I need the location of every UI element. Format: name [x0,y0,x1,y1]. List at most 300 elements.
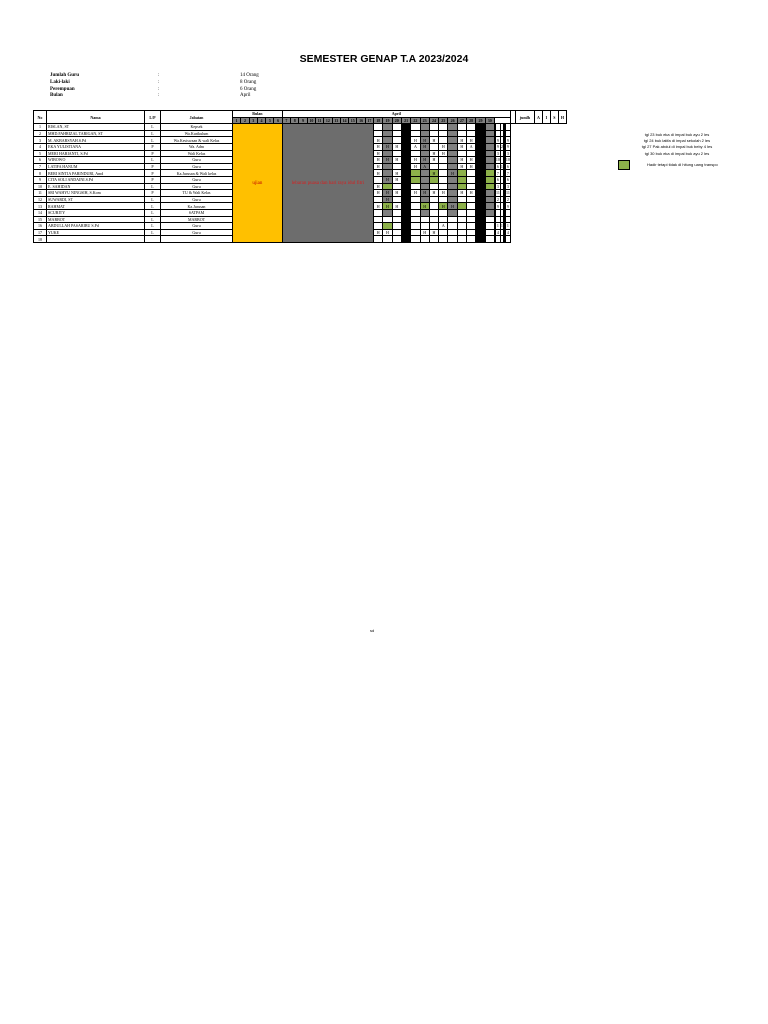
row-h [505,209,510,216]
row-jumlah: 2 [496,197,499,203]
attendance-cell: H [392,170,401,177]
attendance-cell [476,130,485,137]
attendance-cell: H [429,150,438,157]
row-jabatan: Ka.Jurusan [161,203,233,210]
row-lp: L [145,130,161,137]
attendance-cell [485,216,494,223]
row-lp: P [145,150,161,157]
attendance-cell: H [420,190,429,197]
attendance-cell [467,170,476,177]
attendance-cell: H [420,229,429,236]
attendance-cell [476,209,485,216]
row-h: 6 [506,164,509,170]
attendance-cell [439,130,448,137]
attendance-cell [420,209,429,216]
summary-colon: : [158,93,160,99]
day-header: 25 [439,117,448,124]
summary-value: April [240,93,251,99]
day-header: 26 [448,117,457,124]
attendance-cell [448,216,457,223]
attendance-cell [392,137,401,144]
row-lp: L [145,137,161,144]
row-no: 6 [34,157,47,164]
attendance-cell [457,236,466,243]
row-nama: MARBOT [47,216,145,223]
attendance-cell [467,236,476,243]
attendance-cell [467,183,476,190]
header-s: S [550,111,558,124]
attendance-cell [383,163,392,170]
summary-row [50,73,280,80]
attendance-cell [448,223,457,230]
day-header: 7 [282,117,290,124]
row-jabatan: Guru [161,223,233,230]
row-jabatan: Guru [161,163,233,170]
attendance-cell [467,229,476,236]
attendance-cell [420,130,429,137]
row-h: 7 [506,170,509,176]
attendance-cell: H [401,163,410,170]
attendance-cell: H [457,157,466,164]
attendance-cell: H [439,190,448,197]
attendance-cell [476,196,485,203]
attendance-cell: H [429,229,438,236]
day-header: 6 [274,117,282,124]
header-april: April [282,111,510,118]
attendance-cell [439,176,448,183]
row-no: 9 [34,176,47,183]
attendance-cell [383,209,392,216]
row-no: 4 [34,143,47,150]
attendance-cell [485,130,494,137]
summary-block [50,73,280,100]
summary-value: 14 Orang [240,73,259,78]
attendance-cell: A [467,143,476,150]
attendance-cell: H [411,157,420,164]
attendance-cell [485,236,494,243]
attendance-cell: H [374,163,383,170]
attendance-cell [485,157,494,164]
attendance-cell [485,196,494,203]
row-jabatan: Guru [161,196,233,203]
header-lp: L/P [145,111,161,124]
row-jabatan: Wa. Adm [161,143,233,150]
day-header: 23 [420,117,429,124]
day-header: 13 [332,117,340,124]
row-h: 11 [505,190,510,196]
attendance-cell [457,229,466,236]
attendance-cell [392,196,401,203]
attendance-cell [383,130,392,137]
row-h: 6 [506,177,509,183]
row-nama: E. SAHIDAN [47,183,145,190]
attendance-cell [457,196,466,203]
note-line: tgl 30 buk eka di impal buk ayu 2 les [644,150,710,156]
summary-value: 6 Orang [240,86,257,92]
notes-block [600,132,742,157]
attendance-cell [429,124,438,131]
row-nama: M. AKBARSYAH.S.Pd [47,137,145,144]
attendance-cell [476,143,485,150]
row-h: 9 [506,203,509,209]
row-jumlah: 3 [496,183,499,189]
day-header: 17 [365,117,373,124]
row-nama: WIBOWO [47,157,145,164]
attendance-cell: H [401,137,410,144]
row-h: 3 [506,183,509,189]
row-no: 18 [34,236,47,243]
attendance-cell [439,216,448,223]
row-lp: L [145,124,161,131]
attendance-cell [392,163,401,170]
attendance-cell [439,236,448,243]
day-header: 15 [349,117,357,124]
attendance-cell [374,130,383,137]
header-nama: Nama [47,111,145,124]
attendance-cell [485,124,494,131]
attendance-cell: H [439,203,448,210]
attendance-cell [448,190,457,197]
attendance-cell: H [383,229,392,236]
attendance-cell [476,170,485,177]
attendance-cell [485,137,494,144]
row-no: 14 [34,209,47,216]
row-lp: L [145,209,161,216]
attendance-cell [392,130,401,137]
attendance-cell: H [392,157,401,164]
attendance-cell [457,216,466,223]
attendance-cell [439,124,448,131]
attendance-cell [374,124,383,131]
row-no: 13 [34,203,47,210]
row-h: 3 [506,150,509,156]
row-jabatan [161,236,233,243]
row-nama: RISLAN, ST [47,124,145,131]
page-mark: sd [370,628,375,633]
attendance-cell [401,183,410,190]
attendance-cell [420,124,429,131]
attendance-cell [476,203,485,210]
attendance-cell [401,216,410,223]
attendance-cell [457,150,466,157]
summary-label: Laki-laki [50,79,70,85]
attendance-cell: H [429,137,438,144]
row-jumlah: 6 [496,177,499,183]
attendance-cell [383,124,392,131]
attendance-cell [420,170,429,177]
row-nama: LATIFA HANUM [47,163,145,170]
row-jabatan: Guru [161,157,233,164]
attendance-cell [401,170,410,177]
attendance-cell [457,183,466,190]
attendance-cell: H [383,176,392,183]
row-jabatan: Kepsek [161,124,233,131]
day-header: 8 [291,117,299,124]
attendance-cell [401,223,410,230]
attendance-cell [485,223,494,230]
day-header: 19 [383,117,392,124]
day-header: 9 [299,117,307,124]
attendance-cell [420,216,429,223]
row-no: 10 [34,183,47,190]
attendance-cell [485,176,494,183]
attendance-cell: H [448,170,457,177]
row-jumlah: 10 [495,157,500,163]
attendance-cell [476,157,485,164]
attendance-cell: H [374,150,383,157]
row-h [505,216,510,223]
day-header: 5 [266,117,274,124]
attendance-cell: H [374,203,383,210]
row-jabatan: Guru [161,229,233,236]
attendance-cell [467,223,476,230]
attendance-cell [374,216,383,223]
attendance-cell [448,176,457,183]
ujian-block: ujian [233,124,283,243]
attendance-cell [457,124,466,131]
attendance-cell [401,196,410,203]
summary-label: Bulan [50,93,63,99]
row-jabatan: Ka.Jurusan & Wali kelas [161,170,233,177]
row-lp: L [145,203,161,210]
attendance-cell: H [411,190,420,197]
row-h: 4 [506,229,509,235]
attendance-cell [411,150,420,157]
attendance-cell [429,203,438,210]
attendance-cell [467,150,476,157]
attendance-cell [439,196,448,203]
attendance-cell: H [374,157,383,164]
row-h: 9 [506,137,509,143]
attendance-cell [439,170,448,177]
day-header: 10 [307,117,315,124]
attendance-cell [401,236,410,243]
attendance-cell [383,150,392,157]
day-header: 3 [249,117,257,124]
row-nama: MHD.FAHRIZAL TARIGAN, ST [47,130,145,137]
attendance-cell [429,163,438,170]
row-lp: L [145,157,161,164]
attendance-cell: H [374,190,383,197]
day-header: 11 [315,117,323,124]
row-no: 12 [34,196,47,203]
attendance-cell: H [383,196,392,203]
day-header: 12 [324,117,332,124]
attendance-cell [429,223,438,230]
day-header: 1 [233,117,241,124]
row-lp: L [145,216,161,223]
row-nama: MERI HARIANTI, S.Pd [47,150,145,157]
attendance-cell: H [392,176,401,183]
attendance-cell [411,196,420,203]
row-h: 9 [506,144,509,150]
attendance-cell [485,170,494,177]
row-jumlah: 1 [496,223,499,229]
attendance-cell [392,150,401,157]
row-a: 1 [500,223,503,229]
attendance-cell [383,137,392,144]
row-h [505,130,510,137]
attendance-cell [457,223,466,230]
row-lp: P [145,163,161,170]
row-lp: P [145,143,161,150]
attendance-cell: H [374,170,383,177]
libur-block: lebaran puasa dan hari raya idul fitri [282,124,373,243]
attendance-cell: H [467,157,476,164]
attendance-cell: H [429,157,438,164]
attendance-cell [485,183,494,190]
attendance-cell [476,176,485,183]
attendance-cell: H [374,229,383,236]
attendance-cell [374,176,383,183]
summary-label: Perempuan [50,86,75,92]
attendance-cell: H [439,150,448,157]
attendance-cell [411,124,420,131]
note-line: tgl 23 buk eka di impal buk ayu 2 les [644,132,710,137]
note-line: tgl 24 buk latifa di impal sekolah 2 les [643,138,711,144]
day-header: 2 [241,117,249,124]
day-header: 21 [401,117,410,124]
attendance-cell [476,236,485,243]
attendance-cell: H [420,203,429,210]
row-no: 3 [34,137,47,144]
attendance-cell [467,209,476,216]
row-jumlah: 9 [496,137,499,143]
attendance-cell [401,229,410,236]
header-i: I [542,111,550,124]
attendance-cell [485,203,494,210]
attendance-cell [439,183,448,190]
attendance-cell [448,236,457,243]
row-jabatan: Wa.Kesiswaan & wali Kelas [161,137,233,144]
attendance-cell: H [392,143,401,150]
attendance-cell [429,209,438,216]
attendance-cell [485,143,494,150]
row-jabatan: Guru [161,176,233,183]
attendance-cell: H [420,137,429,144]
attendance-cell [467,176,476,183]
attendance-cell [429,130,438,137]
row-nama: SRI WAHYU NINGSIH, S.Kom [47,190,145,197]
attendance-cell [420,223,429,230]
attendance-cell: H [457,137,466,144]
attendance-cell: H [429,170,438,177]
attendance-cell: H [401,143,410,150]
attendance-cell [476,190,485,197]
row-jumlah: 9 [496,203,499,209]
attendance-cell: H [457,143,466,150]
attendance-cell [383,170,392,177]
attendance-cell [411,209,420,216]
row-jumlah: 3 [496,150,499,156]
attendance-cell [476,229,485,236]
summary-colon: : [158,79,160,85]
row-nama: CITA SOLI ANDAINI.S.Pd [47,176,145,183]
attendance-cell: H [467,190,476,197]
attendance-cell [401,176,410,183]
attendance-cell [439,157,448,164]
attendance-cell [448,124,457,131]
attendance-cell: H [374,183,383,190]
attendance-cell [383,216,392,223]
day-header: 14 [340,117,348,124]
attendance-cell: H [439,143,448,150]
attendance-cell [448,183,457,190]
attendance-cell [467,124,476,131]
attendance-cell [411,183,420,190]
row-nama: RAHMAT [47,203,145,210]
attendance-cell: A [411,143,420,150]
header-a: A [534,111,542,124]
row-nama: YUKE [47,229,145,236]
attendance-cell [392,209,401,216]
attendance-cell: H [383,190,392,197]
summary-row [50,80,280,87]
attendance-cell: A [420,163,429,170]
row-h [505,124,510,131]
row-lp [145,236,161,243]
attendance-cell [457,176,466,183]
attendance-cell [467,203,476,210]
attendance-cell [392,223,401,230]
row-jabatan: SATPAM [161,209,233,216]
attendance-cell [401,203,410,210]
day-header: 20 [392,117,401,124]
row-jumlah: 4 [496,229,499,235]
row-lp: L [145,223,161,230]
header-bulan: Bulan [233,111,283,118]
attendance-cell [392,124,401,131]
page-title: SEMESTER GENAP T.A 2023/2024 [299,53,469,65]
attendance-cell [429,216,438,223]
row-h: 1 [506,223,509,229]
row-nama: EKA YULISTIANA [47,143,145,150]
attendance-cell: H [420,143,429,150]
attendance-cell [420,176,429,183]
row-lp: L [145,196,161,203]
row-jabatan: Guru [161,183,233,190]
attendance-cell [374,209,383,216]
attendance-cell [420,183,429,190]
row-no: 15 [34,216,47,223]
attendance-cell: H [467,163,476,170]
header-jabatan: Jabatan [161,111,233,124]
attendance-cell [476,223,485,230]
attendance-cell: H [383,143,392,150]
attendance-cell [448,196,457,203]
header-no: No [34,111,47,124]
attendance-cell [485,163,494,170]
day-header: 16 [357,117,365,124]
attendance-cell [374,236,383,243]
row-no: 5 [34,150,47,157]
attendance-cell [457,130,466,137]
row-nama: BERI SINTIA PARINDURI, Amd [47,170,145,177]
attendance-table [33,110,567,243]
attendance-cell: H [383,157,392,164]
row-nama: SUWARDI, ST [47,196,145,203]
attendance-cell: H [420,157,429,164]
attendance-cell [411,229,420,236]
attendance-cell [457,209,466,216]
attendance-cell [467,216,476,223]
row-no: 2 [34,130,47,137]
attendance-cell: H [392,203,401,210]
row-nama: ABDULLAH PASARIBU S.Pd [47,223,145,230]
row-jabatan: MARBOT [161,216,233,223]
attendance-cell [439,229,448,236]
day-header: 24 [429,117,438,124]
